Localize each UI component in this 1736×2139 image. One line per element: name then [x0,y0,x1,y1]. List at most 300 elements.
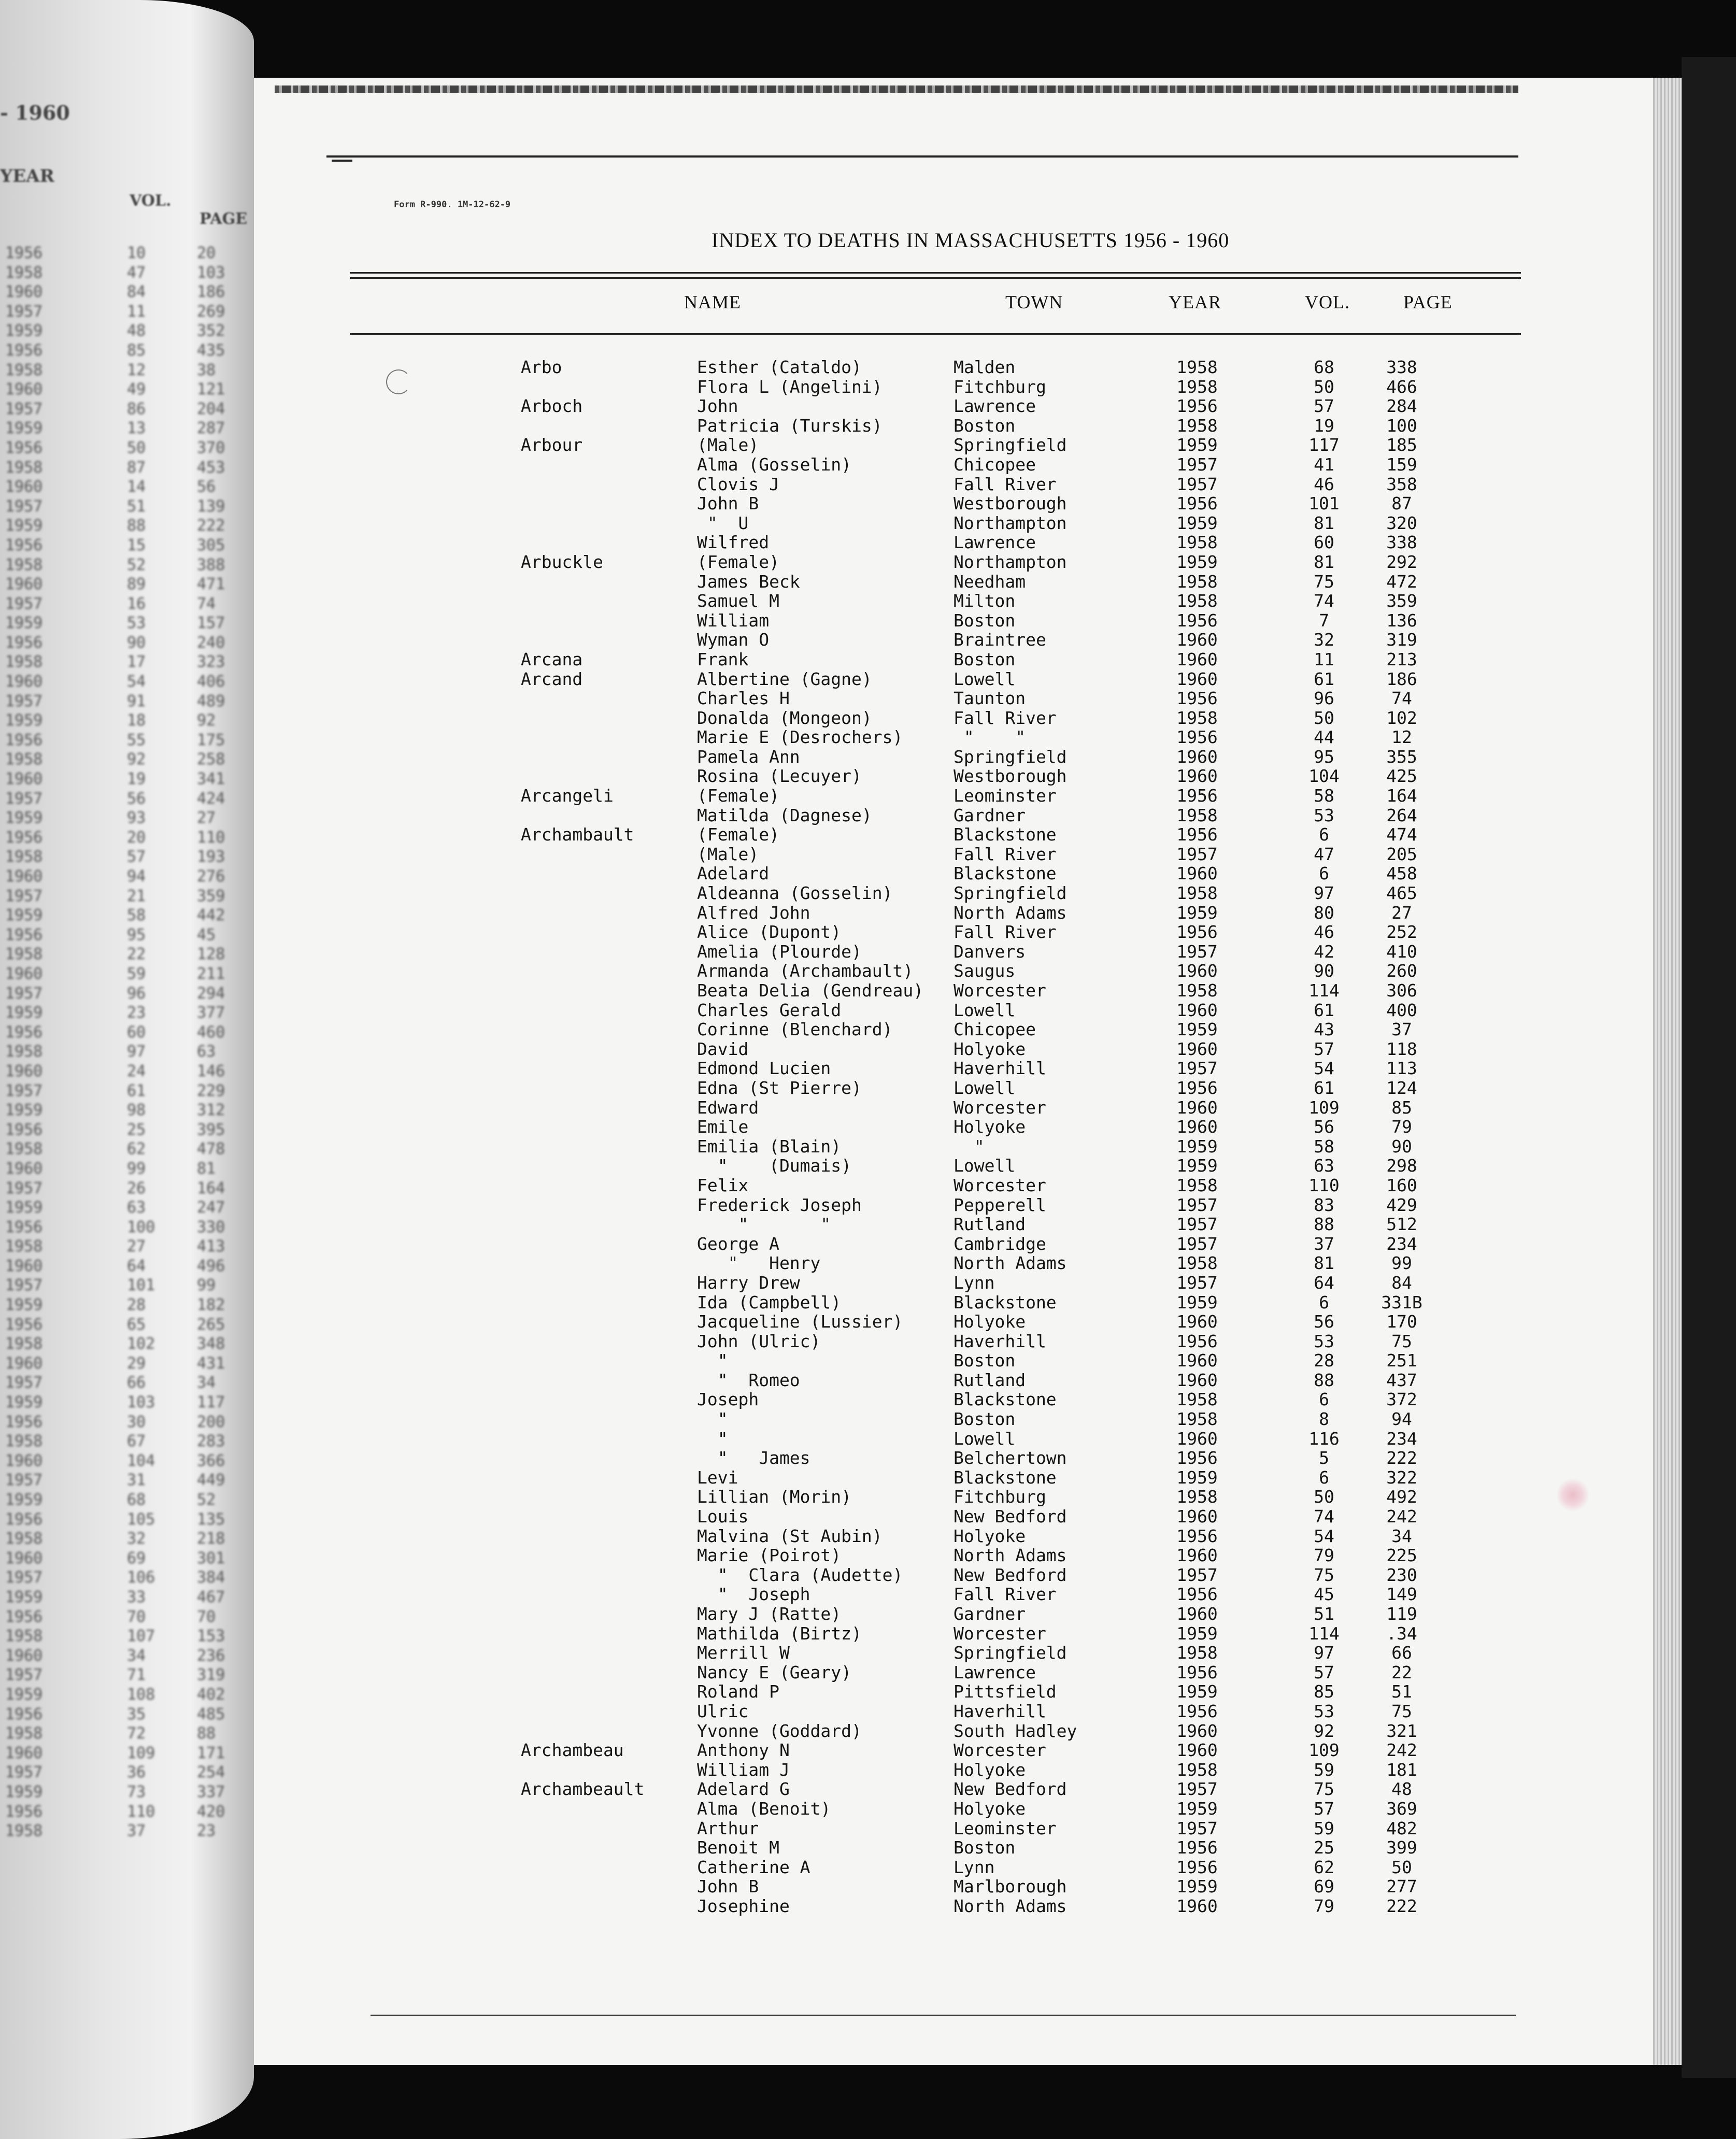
town-cell: North Adams [954,1895,1067,1916]
year-cell: 1959 [1176,1156,1218,1176]
volume-cell: 19 [1314,415,1334,436]
given-name-cell: (Female) [697,551,779,572]
given-name-cell: Amelia (Plourde) [697,941,862,962]
town-cell: Blackstone [954,824,1057,845]
given-name-cell: Mathilda (Birtz) [697,1623,862,1644]
year-cell: 1958 [1176,707,1218,728]
given-name-cell: David [697,1038,749,1059]
top-rule [326,155,1518,158]
year-cell: 1957 [1176,1272,1218,1293]
page-cell: 99 [1391,1253,1412,1274]
given-name-cell: Frederick Joseph [697,1194,862,1215]
page-cell: 474 [1386,824,1417,845]
page-cell: 90 [1391,1136,1412,1157]
town-cell: Blackstone [954,1467,1057,1488]
page-cell: 149 [1386,1584,1417,1605]
page-cell: 466 [1386,376,1417,397]
page-cell: 185 [1386,435,1417,455]
surname-cell: Arcand [521,668,583,689]
index-row [521,903,1454,923]
col-header-year: YEAR [1169,292,1221,312]
volume-cell: 46 [1314,922,1334,943]
volume-cell: 44 [1314,727,1334,748]
volume-cell: 61 [1314,1000,1334,1020]
volume-cell: 43 [1314,1019,1334,1040]
year-cell: 1958 [1176,1643,1218,1663]
page-cell: 410 [1386,941,1417,962]
town-cell: Worcester [954,1175,1046,1195]
page-cell: 437 [1386,1370,1417,1390]
page-cell: 94 [1391,1409,1412,1430]
page-cell: 400 [1386,1000,1417,1020]
year-cell: 1959 [1176,1136,1218,1157]
page-cell: 359 [1386,591,1417,611]
year-cell: 1960 [1176,1895,1218,1916]
volume-cell: 62 [1314,1857,1334,1877]
year-cell: 1960 [1176,1370,1218,1390]
year-cell: 1960 [1176,1740,1218,1761]
given-name-cell: (Male) [697,435,759,455]
page-edge-stack [1653,78,1682,2065]
given-name-cell: Esther (Cataldo) [697,357,862,377]
volume-cell: 59 [1314,1818,1334,1838]
surname-cell: Archambeau [521,1740,624,1761]
town-cell: Springfield [954,883,1067,904]
volume-cell: 57 [1314,396,1334,417]
page-cell: 222 [1386,1448,1417,1468]
given-name-cell: Aldeanna (Gosselin) [697,883,893,904]
given-name-cell: " James [697,1448,810,1468]
index-row [521,1682,1454,1702]
town-cell: Boston [954,610,1016,631]
volume-cell: 81 [1314,551,1334,572]
index-row [521,1604,1454,1624]
volume-cell: 41 [1314,454,1334,475]
left-page-header: - 1960 [0,101,70,124]
town-cell: Braintree [954,630,1046,650]
page-cell: 298 [1386,1156,1417,1176]
col-header-page: PAGE [1403,292,1453,312]
given-name-cell: Charles H [697,688,790,709]
volume-cell: 57 [1314,1662,1334,1682]
index-row [521,416,1454,436]
given-name-cell: Harry Drew [697,1272,800,1293]
volume-cell: 75 [1314,571,1334,592]
town-cell: Gardner [954,1604,1026,1624]
town-cell: New Bedford [954,1506,1067,1527]
page-cell: 48 [1391,1779,1412,1800]
page-cell: 113 [1386,1058,1417,1079]
town-cell: Lowell [954,1428,1016,1449]
town-cell: North Adams [954,902,1067,923]
volume-cell: 56 [1314,1117,1334,1137]
page-cell: 37 [1391,1019,1412,1040]
given-name-cell: Matilda (Dagnese) [697,805,872,825]
given-name-cell: John [697,396,738,417]
page-cell: 136 [1386,610,1417,631]
volume-cell: 11 [1314,649,1334,669]
index-row [521,396,1454,416]
given-name-cell: George A [697,1233,779,1254]
index-row [521,1195,1454,1215]
index-row [521,1527,1454,1546]
page-cell: 306 [1386,980,1417,1001]
given-name-cell: Joseph [697,1389,759,1410]
given-name-cell: Levi [697,1467,738,1488]
index-row [521,845,1454,864]
town-cell: Lawrence [954,532,1036,553]
given-name-cell: Beata Delia (Gendreau) [697,980,924,1001]
volume-cell: 6 [1319,863,1329,884]
volume-cell: 57 [1314,1038,1334,1059]
volume-cell: 97 [1314,883,1334,904]
index-row [521,650,1454,669]
year-cell: 1956 [1176,396,1218,417]
volume-cell: 56 [1314,1311,1334,1332]
given-name-cell: Ida (Campbell) [697,1292,842,1313]
town-cell: Westborough [954,766,1067,787]
year-cell: 1960 [1176,1350,1218,1371]
page-cell: 429 [1386,1194,1417,1215]
year-cell: 1960 [1176,1311,1218,1332]
volume-cell: 58 [1314,1136,1334,1157]
index-row [521,1760,1454,1780]
page-cell: 225 [1386,1545,1417,1566]
page-cell: 22 [1391,1662,1412,1682]
index-row [521,1098,1454,1118]
given-name-cell: Ulric [697,1701,749,1721]
page-cell: 399 [1386,1837,1417,1858]
index-row [521,728,1454,747]
surname-cell: Arcangeli [521,786,614,806]
given-name-cell: Emilia (Blain) [697,1136,842,1157]
index-row [521,533,1454,552]
left-page [0,0,254,2139]
year-cell: 1956 [1176,786,1218,806]
volume-cell: 110 [1308,1175,1340,1195]
index-row [521,1663,1454,1682]
volume-cell: 58 [1314,786,1334,806]
town-cell: Milton [954,591,1016,611]
index-row [521,1409,1454,1429]
town-cell: Boston [954,649,1016,669]
index-row [521,552,1454,572]
index-row [521,766,1454,786]
year-cell: 1958 [1176,376,1218,397]
given-name-cell: Donalda (Mongeon) [697,707,872,728]
index-row [521,514,1454,533]
given-name-cell: Rosina (Lecuyer) [697,766,862,787]
town-cell: Pepperell [954,1194,1046,1215]
given-name-cell: William [697,610,770,631]
index-row [521,630,1454,650]
year-cell: 1960 [1176,746,1218,767]
volume-cell: 79 [1314,1545,1334,1566]
index-row [521,1643,1454,1663]
year-cell: 1957 [1176,1058,1218,1079]
page-cell: 75 [1391,1701,1412,1721]
page-cell: 242 [1386,1506,1417,1527]
year-cell: 1958 [1176,532,1218,553]
town-cell: Blackstone [954,1292,1057,1313]
index-row [521,708,1454,728]
page-cell: 322 [1386,1467,1417,1488]
given-name-cell: Benoit M [697,1837,779,1858]
given-name-cell: Edward [697,1097,759,1118]
given-name-cell: Malvina (St Aubin) [697,1525,883,1546]
given-name-cell: Lillian (Morin) [697,1487,852,1507]
given-name-cell: Clovis J [697,474,779,494]
page-cell: 50 [1391,1857,1412,1877]
red-stain [1557,1477,1588,1513]
volume-cell: 37 [1314,1233,1334,1254]
volume-cell: 28 [1314,1350,1334,1371]
year-cell: 1957 [1176,474,1218,494]
town-cell: Lynn [954,1857,995,1877]
given-name-cell: Louis [697,1506,749,1527]
index-row [521,942,1454,962]
year-cell: 1958 [1176,980,1218,1001]
year-cell: 1958 [1176,1175,1218,1195]
index-row [521,494,1454,514]
column-header-rule [350,333,1521,335]
volume-cell: 114 [1308,1623,1340,1644]
volume-cell: 57 [1314,1798,1334,1819]
index-row [521,435,1454,455]
year-cell: 1960 [1176,649,1218,669]
town-cell: Lowell [954,1156,1016,1176]
index-row [521,1332,1454,1351]
year-cell: 1957 [1176,1818,1218,1838]
year-cell: 1960 [1176,1720,1218,1741]
year-cell: 1960 [1176,630,1218,650]
given-name-cell: " (Dumais) [697,1156,852,1176]
year-cell: 1959 [1176,902,1218,923]
volume-cell: 7 [1319,610,1329,631]
index-row [521,1156,1454,1176]
page-cell: 74 [1391,688,1412,709]
volume-cell: 50 [1314,1487,1334,1507]
year-cell: 1957 [1176,1194,1218,1215]
town-cell: Rutland [954,1370,1026,1390]
volume-cell: 96 [1314,688,1334,709]
page-cell: 12 [1391,727,1412,748]
index-row [521,689,1454,708]
page-cell: 264 [1386,805,1417,825]
left-vol-column: 10 47 84 11 48 85 12 49 86 13 50 87 14 51 88 15 52 89 16 53 90 17 54 91 18 55 92 19 56 93 20 57 94 21 58 95 22 59 96 23 60 97 24 61 98 25 62 99 26 63 100 27 64 101 28 65 102 29 66 103 30 67 104 31 68 105 32 69 106 33 70 107 34 71 108 35 72 109 36 73 110 37 [127,244,155,1841]
given-name-cell: Merrill W [697,1643,790,1663]
given-name-cell: William J [697,1759,790,1780]
index-row [521,572,1454,592]
page-cell: 124 [1386,1077,1417,1098]
town-cell: Fitchburg [954,1487,1046,1507]
town-cell: Lawrence [954,396,1036,417]
index-row [521,1468,1454,1488]
year-cell: 1958 [1176,1409,1218,1430]
town-cell: Holyoke [954,1038,1026,1059]
town-cell: Blackstone [954,1389,1057,1410]
town-cell: Worcester [954,980,1046,1001]
year-cell: 1957 [1176,844,1218,864]
page-cell: 321 [1386,1720,1417,1741]
page-cell: 292 [1386,551,1417,572]
volume-cell: 42 [1314,941,1334,962]
town-cell: Holyoke [954,1798,1026,1819]
volume-cell: 64 [1314,1272,1334,1293]
volume-cell: 32 [1314,630,1334,650]
year-cell: 1957 [1176,1214,1218,1235]
page-cell: 234 [1386,1428,1417,1449]
year-cell: 1959 [1176,1467,1218,1488]
town-cell: Springfield [954,746,1067,767]
year-cell: 1956 [1176,922,1218,943]
book-cover [1682,57,1736,2078]
given-name-cell: Jacqueline (Lussier) [697,1311,903,1332]
year-cell: 1957 [1176,941,1218,962]
town-cell: Lowell [954,668,1016,689]
given-name-cell: Anthony N [697,1740,790,1761]
page-cell: 170 [1386,1311,1417,1332]
year-cell: 1959 [1176,512,1218,533]
year-cell: 1960 [1176,1000,1218,1020]
given-name-cell: " " [697,1214,831,1235]
volume-cell: 59 [1314,1759,1334,1780]
index-row [521,747,1454,767]
given-name-cell: Pamela Ann [697,746,800,767]
volume-cell: 75 [1314,1779,1334,1800]
page-cell: 242 [1386,1740,1417,1761]
punched-hole-mark [386,369,411,394]
year-cell: 1957 [1176,454,1218,475]
town-cell: Pittsfield [954,1681,1057,1702]
index-row [521,455,1454,475]
page-cell: 512 [1386,1214,1417,1235]
year-cell: 1959 [1176,435,1218,455]
given-name-cell: " Joseph [697,1584,810,1605]
year-cell: 1960 [1176,1506,1218,1527]
town-cell: Lowell [954,1000,1016,1020]
volume-cell: 79 [1314,1895,1334,1916]
given-name-cell: Mary J (Ratte) [697,1604,842,1624]
page-cell: 164 [1386,786,1417,806]
index-row [521,1877,1454,1896]
year-cell: 1960 [1176,961,1218,981]
left-col-vol-header: VOL. [130,192,172,210]
index-row [521,1487,1454,1507]
index-row [521,1721,1454,1741]
given-name-cell: Alice (Dupont) [697,922,842,943]
index-row [521,1234,1454,1254]
year-cell: 1959 [1176,1681,1218,1702]
index-row [521,611,1454,631]
given-name-cell: Nancy E (Geary) [697,1662,852,1682]
index-row [521,1001,1454,1020]
index-row [521,786,1454,806]
year-cell: 1958 [1176,1759,1218,1780]
index-row [521,1565,1454,1585]
town-cell: North Adams [954,1253,1067,1274]
index-row [521,1702,1454,1721]
index-row [521,1390,1454,1409]
town-cell: New Bedford [954,1779,1067,1800]
volume-cell: 81 [1314,1253,1334,1274]
volume-cell: 68 [1314,357,1334,377]
volume-cell: 8 [1319,1409,1329,1430]
given-name-cell: Yvonne (Goddard) [697,1720,862,1741]
given-name-cell: John B [697,1876,759,1897]
torn-top-strip [275,85,1518,93]
page-cell: .34 [1386,1623,1417,1644]
page-cell: 66 [1391,1643,1412,1663]
page-cell: 181 [1386,1759,1417,1780]
page-cell: 492 [1386,1487,1417,1507]
town-cell: Holyoke [954,1117,1026,1137]
page-cell: 100 [1386,415,1417,436]
volume-cell: 74 [1314,591,1334,611]
index-row [521,1858,1454,1877]
town-cell: " [954,1136,985,1157]
index-row [521,1546,1454,1565]
year-cell: 1960 [1176,863,1218,884]
page-cell: 102 [1386,707,1417,728]
year-cell: 1959 [1176,551,1218,572]
index-entries [521,358,1454,1916]
page-cell: 331B [1381,1292,1422,1313]
surname-cell: Archambault [521,824,634,845]
volume-cell: 114 [1308,980,1340,1001]
col-header-vol: VOL. [1305,292,1350,312]
left-page-column: 20 103 186 269 352 435 38 121 204 287 370 453 56 139 222 305 388 471 74 157 240 323 406 489 92 175 258 341 424 27 110 193 276 359 442 45 128 211 294 377 460 63 146 229 312 395 478 81 164 247 330 413 496 99 182 265 348 431 34 117 200 283 366 449 52 135 218 301 384 467 70 153 236 319 402 485 88 171 254 337 420 23 [197,244,225,1841]
index-row [521,1176,1454,1195]
volume-cell: 6 [1319,1292,1329,1313]
town-cell: Worcester [954,1097,1046,1118]
col-header-name: NAME [684,292,741,312]
town-cell: Haverhill [954,1331,1046,1351]
year-cell: 1957 [1176,1233,1218,1254]
volume-cell: 109 [1308,1740,1340,1761]
year-cell: 1958 [1176,883,1218,904]
town-cell: Boston [954,1837,1016,1858]
given-name-cell: Edna (St Pierre) [697,1077,862,1098]
index-row [521,922,1454,942]
given-name-cell: Felix [697,1175,749,1195]
year-cell: 1956 [1176,493,1218,514]
town-cell: Malden [954,357,1016,377]
volume-cell: 53 [1314,1331,1334,1351]
town-cell: North Adams [954,1545,1067,1566]
page-cell: 27 [1391,902,1412,923]
given-name-cell: Patricia (Turskis) [697,415,883,436]
volume-cell: 116 [1308,1428,1340,1449]
page-cell: 85 [1391,1097,1412,1118]
surname-cell: Arboch [521,396,583,417]
year-cell: 1959 [1176,1876,1218,1897]
volume-cell: 54 [1314,1525,1334,1546]
volume-cell: 92 [1314,1720,1334,1741]
index-row [521,1351,1454,1371]
year-cell: 1959 [1176,1019,1218,1040]
left-col-page-header: PAGE [200,210,248,228]
town-cell: Fall River [954,474,1057,494]
town-cell: Taunton [954,688,1026,709]
volume-cell: 6 [1319,1467,1329,1488]
year-cell: 1956 [1176,1662,1218,1682]
surname-cell: Arbuckle [521,551,603,572]
town-cell: Danvers [954,941,1026,962]
town-cell: Boston [954,1350,1016,1371]
town-cell: Leominster [954,1818,1057,1838]
surname-cell: Arcana [521,649,583,669]
